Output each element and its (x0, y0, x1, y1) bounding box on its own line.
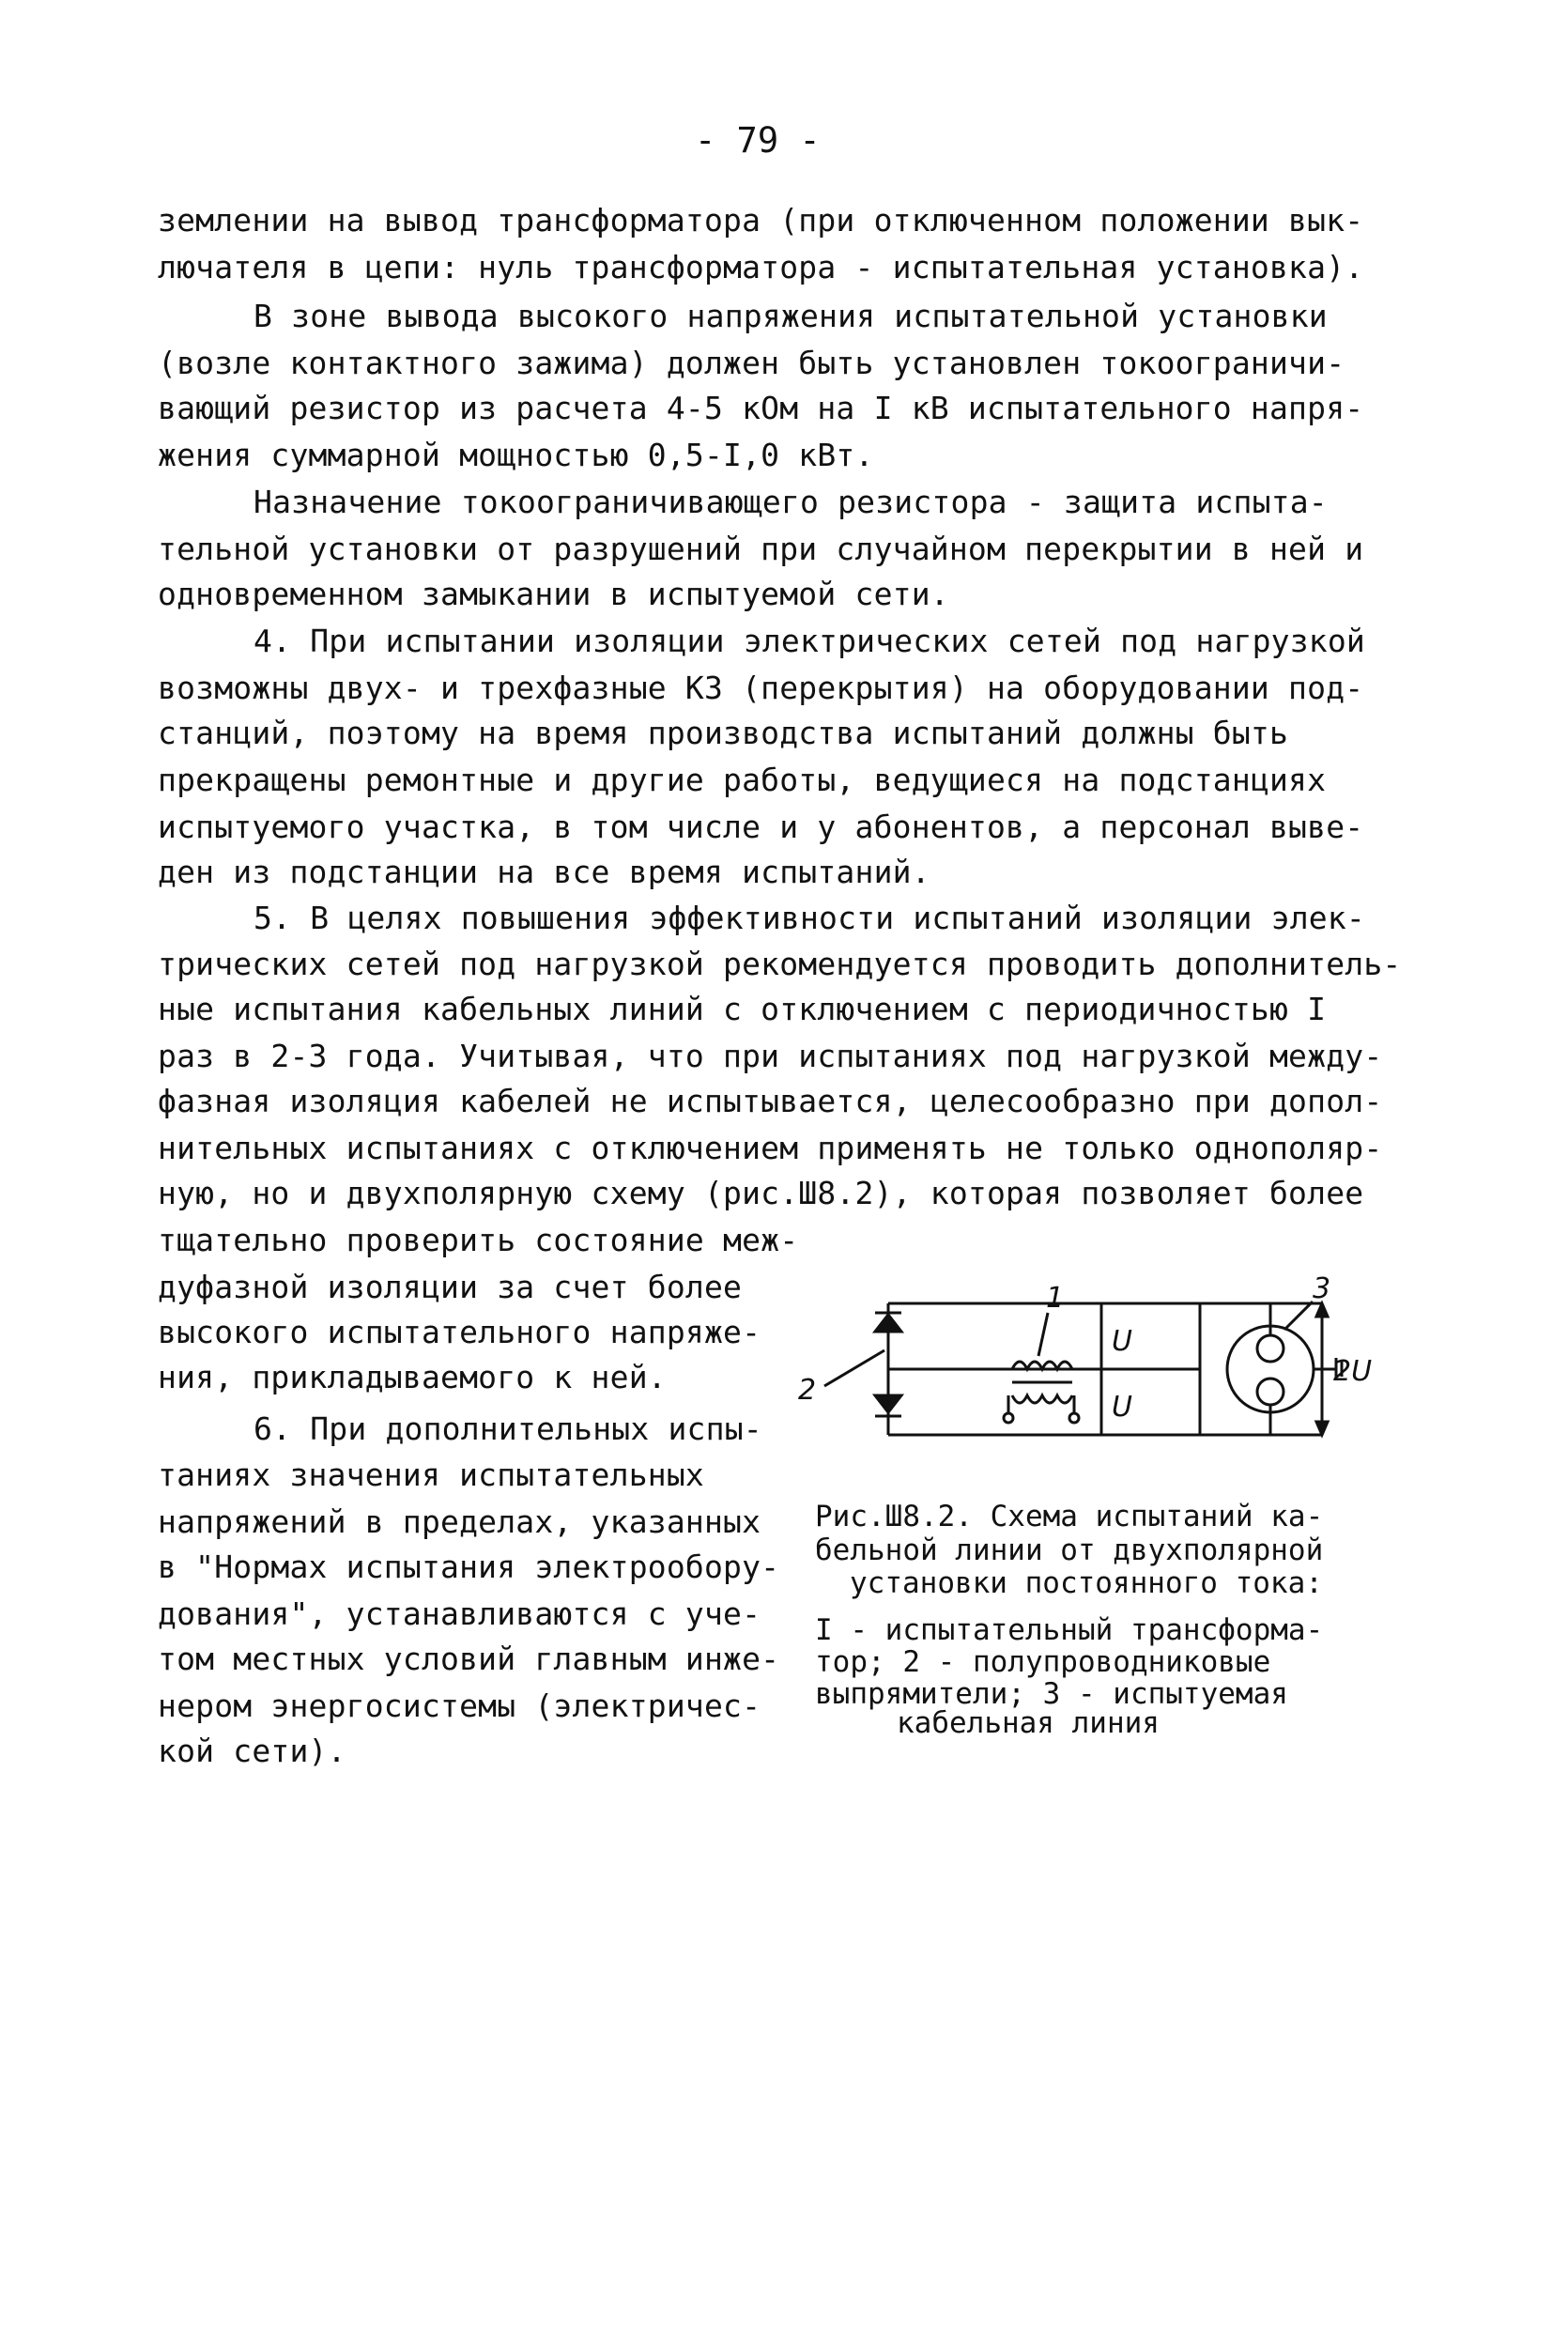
text-line: в "Нормах испытания электрообору- (158, 1548, 780, 1585)
text-line: нительных испытаниях с отключением применять не только однополяр- (158, 1130, 1383, 1166)
text-line: кой сети). (158, 1733, 346, 1769)
text-line: том местных условий главным инже- (158, 1641, 780, 1677)
transformer-icon (1004, 1362, 1079, 1423)
label-2: 2 (798, 1374, 817, 1407)
text-line: Назначение токоограничивающего резистора - защита испыта- (254, 484, 1328, 520)
text-line: дования", устанавливаются с уче- (158, 1595, 761, 1632)
text-line: жения суммарной мощностью 0,5-I,0 кВт. (158, 437, 874, 473)
figure-caption-line: Рис.Ш8.2. Схема испытаний ка- (815, 1500, 1324, 1533)
circuit-diagram (787, 1272, 1397, 1472)
upper-diode (875, 1313, 901, 1332)
text-line: возможны двух- и трехфазные КЗ (перекрытия) на оборудовании под- (158, 670, 1364, 706)
text-line: ную, но и двухполярную схему (рис.Ш8.2), которая позволяет более (158, 1175, 1364, 1211)
text-line: прекращены ремонтные и другие работы, ведущиеся на подстанциях (158, 762, 1327, 798)
text-line: тельной установки от разрушений при случайном перекрытии в ней и (158, 531, 1364, 567)
label-2u: 2U (1333, 1355, 1373, 1388)
text-line: ные испытания кабельных линий с отключением с периодичностью I (158, 991, 1327, 1027)
text-line: тщательно проверить состояние меж- (158, 1222, 799, 1258)
page-number: - 79 - (695, 120, 821, 161)
text-line: землении на вывод трансформатора (при отключенном положении вык- (158, 202, 1364, 239)
text-line: одновременном замыкании в испытуемой сети. (158, 576, 949, 612)
text-line: фазная изоляция кабелей не испытывается, целесообразно при допол- (158, 1083, 1383, 1119)
text-line: 5. В целях повышения эффективности испытаний изоляции элек- (254, 900, 1365, 936)
text-line: напряжений в пределах, указанных (158, 1503, 761, 1540)
figure-caption-line: установки постоянного тока: (850, 1566, 1323, 1600)
text-line: вающий резистор из расчета 4-5 кОм на I кВ испытательного напря- (158, 390, 1364, 426)
figure-caption-line: выпрямители; 3 - испытуемая (815, 1677, 1288, 1711)
text-line: (возле контактного зажима) должен быть установлен токоограничи- (158, 345, 1345, 381)
label-u-bottom: U (1112, 1391, 1132, 1424)
text-line: 4. При испытании изоляции электрических сетей под нагрузкой (254, 623, 1365, 659)
figure-caption-line: кабельная линия (897, 1706, 1160, 1740)
label-2-leader (824, 1350, 884, 1386)
text-line: 6. При дополнительных испы- (254, 1410, 762, 1447)
label-3-leader (1284, 1302, 1313, 1330)
text-line: станций, поэтому на время производства испытаний должны быть (158, 715, 1289, 751)
text-line: испытуемого участка, в том числе и у абонентов, а персонал выве- (158, 809, 1364, 845)
label-1-leader (1038, 1313, 1048, 1356)
text-line: В зоне вывода высокого напряжения испытательной установки (254, 298, 1328, 334)
label-3: 3 (1313, 1272, 1331, 1305)
text-line: нером энергосистемы (электричес- (158, 1687, 761, 1724)
label-u-top: U (1112, 1325, 1132, 1358)
text-line: дуфазной изоляции за счет более (158, 1269, 743, 1305)
text-line: трических сетей под нагрузкой рекомендуется проводить дополнитель- (158, 946, 1402, 982)
figure-caption-line: бельной линии от двухполярной (815, 1533, 1324, 1567)
text-line: раз в 2-3 года. Учитывая, что при испытаниях под нагрузкой между- (158, 1038, 1383, 1074)
figure-caption-line: I - испытательный трансформа- (815, 1613, 1324, 1647)
label-1: 1 (1046, 1282, 1065, 1315)
text-line: лючателя в цепи: нуль трансформатора - испытательная установка). (158, 249, 1364, 285)
text-line: таниях значения испытательных (158, 1456, 704, 1493)
figure-caption-line: тор; 2 - полупроводниковые (815, 1645, 1271, 1679)
text-line: ния, прикладываемого к ней. (158, 1359, 667, 1395)
text-line: ден из подстанции на все время испытаний. (158, 854, 930, 890)
cable-icon (1227, 1303, 1314, 1435)
text-line: высокого испытательного напряже- (158, 1314, 761, 1350)
lower-diode (875, 1395, 901, 1416)
